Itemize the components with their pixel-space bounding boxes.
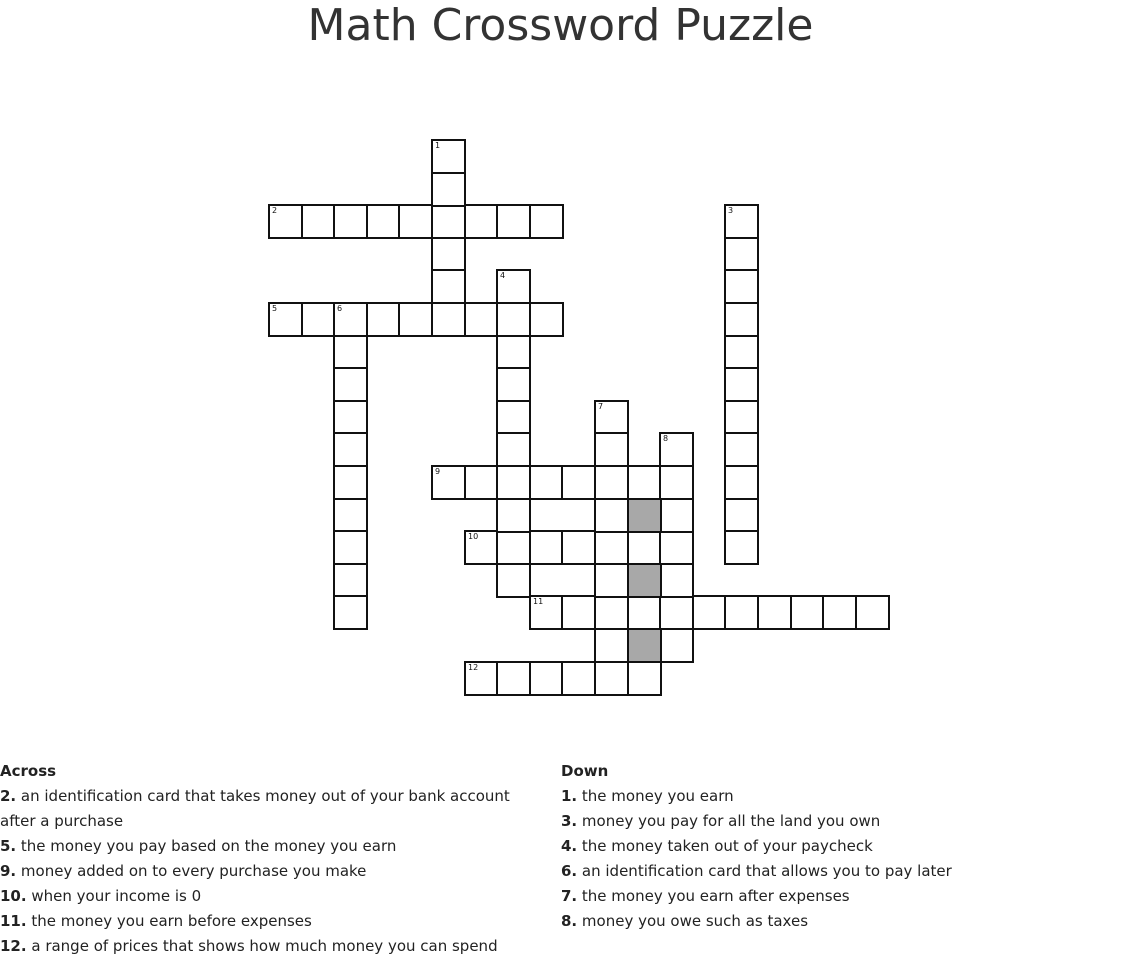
grid-cell[interactable] xyxy=(496,465,531,500)
clue-across-11 xyxy=(0,909,545,934)
clue-down-6 xyxy=(561,859,1106,884)
clue-number: 2. xyxy=(0,787,17,805)
clue-text: when your income is 0 xyxy=(31,887,202,905)
grid-cell[interactable] xyxy=(496,204,531,239)
grid-cell[interactable] xyxy=(724,237,759,272)
grid-cell[interactable] xyxy=(464,204,499,239)
cell-number: 10 xyxy=(468,532,479,541)
grid-cell[interactable] xyxy=(659,628,694,663)
grid-cell[interactable] xyxy=(724,204,759,239)
grid-cell[interactable] xyxy=(627,465,662,500)
grid-cell[interactable] xyxy=(692,595,727,630)
grid-cell[interactable] xyxy=(724,367,759,402)
grid-cell[interactable] xyxy=(627,661,662,696)
page-title: Math Crossword Puzzle xyxy=(307,0,814,51)
shaded-cell xyxy=(627,628,662,663)
clue-number: 1. xyxy=(561,787,578,805)
grid-cell[interactable] xyxy=(464,661,499,696)
grid-cell[interactable] xyxy=(659,498,694,533)
grid-cell[interactable] xyxy=(561,465,596,500)
clue-across-12 xyxy=(0,934,545,959)
grid-cell[interactable] xyxy=(724,595,759,630)
grid-cell[interactable] xyxy=(594,498,629,533)
grid-cell[interactable] xyxy=(301,302,336,337)
clue-text: an identification card that allows you to pay later xyxy=(581,862,952,880)
grid-cell[interactable] xyxy=(333,204,368,239)
clue-text: money added on to every purchase you make xyxy=(20,862,367,880)
grid-cell[interactable] xyxy=(496,335,531,370)
grid-cell[interactable] xyxy=(464,465,499,500)
clue-number: 9. xyxy=(0,862,17,880)
across-clues xyxy=(0,759,545,959)
grid-cell[interactable] xyxy=(496,563,531,598)
grid-cell[interactable] xyxy=(724,530,759,565)
grid-cell[interactable] xyxy=(333,432,368,467)
grid-cell[interactable] xyxy=(431,139,466,174)
cell-number: 1 xyxy=(435,141,441,150)
shaded-cell xyxy=(627,563,662,598)
across-heading: Across xyxy=(0,762,57,780)
clue-text: money you owe such as taxes xyxy=(581,912,809,930)
cell-number: 6 xyxy=(337,304,343,313)
grid-cell[interactable] xyxy=(659,432,694,467)
grid-cell[interactable] xyxy=(594,563,629,598)
grid-cell[interactable] xyxy=(333,530,368,565)
grid-cell[interactable] xyxy=(659,595,694,630)
grid-cell[interactable] xyxy=(333,400,368,435)
grid-cell[interactable] xyxy=(529,302,564,337)
grid-cell[interactable] xyxy=(790,595,825,630)
grid-cell[interactable] xyxy=(431,302,466,337)
down-heading: Down xyxy=(561,762,609,780)
clue-number: 12. xyxy=(0,937,27,955)
cell-number: 4 xyxy=(500,271,506,280)
cell-number: 9 xyxy=(435,467,441,476)
grid-cell[interactable] xyxy=(496,400,531,435)
cell-number: 11 xyxy=(533,597,544,606)
grid-cell[interactable] xyxy=(398,302,433,337)
clue-number: 10. xyxy=(0,887,27,905)
grid-cell[interactable] xyxy=(594,432,629,467)
grid-cell[interactable] xyxy=(724,465,759,500)
grid-cell[interactable] xyxy=(496,302,531,337)
grid-cell[interactable] xyxy=(333,498,368,533)
grid-cell[interactable] xyxy=(366,302,401,337)
clue-text: the money you pay based on the money you earn xyxy=(20,837,397,855)
down-clues xyxy=(561,759,1106,934)
clue-text: the money you earn xyxy=(581,787,734,805)
grid-cell[interactable] xyxy=(464,302,499,337)
clue-across-10 xyxy=(0,884,545,909)
clue-number: 3. xyxy=(561,812,578,830)
grid-cell[interactable] xyxy=(464,530,499,565)
grid-cell[interactable] xyxy=(594,628,629,663)
grid-cell[interactable] xyxy=(561,595,596,630)
grid-cell[interactable] xyxy=(496,432,531,467)
grid-cell[interactable] xyxy=(724,269,759,304)
clue-down-3 xyxy=(561,809,1106,834)
grid-cell[interactable] xyxy=(724,302,759,337)
grid-cell[interactable] xyxy=(496,661,531,696)
grid-cell[interactable] xyxy=(724,400,759,435)
clue-text: a range of prices that shows how much money you can spend xyxy=(31,937,498,955)
grid-cell[interactable] xyxy=(431,465,466,500)
grid-cell[interactable] xyxy=(529,204,564,239)
cell-number: 5 xyxy=(272,304,278,313)
clue-number: 11. xyxy=(0,912,27,930)
cell-number: 8 xyxy=(663,434,669,443)
grid-cell[interactable] xyxy=(431,172,466,207)
grid-cell[interactable] xyxy=(529,595,564,630)
clue-text: the money taken out of your paycheck xyxy=(581,837,873,855)
clue-number: 4. xyxy=(561,837,578,855)
grid-cell[interactable] xyxy=(594,661,629,696)
grid-cell[interactable] xyxy=(529,465,564,500)
grid-cell[interactable] xyxy=(333,367,368,402)
grid-cell[interactable] xyxy=(366,204,401,239)
clue-text: money you pay for all the land you own xyxy=(581,812,881,830)
grid-cell[interactable] xyxy=(333,302,368,337)
grid-cell[interactable] xyxy=(496,367,531,402)
grid-cell[interactable] xyxy=(529,661,564,696)
grid-cell[interactable] xyxy=(431,204,466,239)
grid-cell[interactable] xyxy=(301,204,336,239)
grid-cell[interactable] xyxy=(822,595,857,630)
clue-text: the money you earn after expenses xyxy=(581,887,850,905)
clue-number: 5. xyxy=(0,837,17,855)
grid-cell[interactable] xyxy=(333,563,368,598)
grid-cell[interactable] xyxy=(496,498,531,533)
clue-down-8 xyxy=(561,909,1106,934)
clue-number: 6. xyxy=(561,862,578,880)
grid-cell[interactable] xyxy=(431,237,466,272)
clue-number: 8. xyxy=(561,912,578,930)
clue-text: an identification card that takes money out of your bank account after a purchase xyxy=(0,787,510,830)
grid-cell[interactable] xyxy=(627,530,662,565)
clue-number: 7. xyxy=(561,887,578,905)
grid-cell[interactable] xyxy=(561,661,596,696)
grid-cell[interactable] xyxy=(333,335,368,370)
grid-cell[interactable] xyxy=(496,530,531,565)
clue-down-1 xyxy=(561,784,1106,809)
grid-cell[interactable] xyxy=(659,563,694,598)
grid-cell[interactable] xyxy=(268,204,303,239)
grid-cell[interactable] xyxy=(855,595,890,630)
grid-cell[interactable] xyxy=(398,204,433,239)
clue-down-7 xyxy=(561,884,1106,909)
clue-down-4 xyxy=(561,834,1106,859)
cell-number: 2 xyxy=(272,206,278,215)
grid-cell[interactable] xyxy=(724,335,759,370)
grid-cell[interactable] xyxy=(659,465,694,500)
grid-cell[interactable] xyxy=(724,498,759,533)
grid-cell[interactable] xyxy=(561,530,596,565)
grid-cell[interactable] xyxy=(268,302,303,337)
grid-cell[interactable] xyxy=(594,530,629,565)
grid-cell[interactable] xyxy=(529,530,564,565)
grid-cell[interactable] xyxy=(594,595,629,630)
cell-number: 12 xyxy=(468,663,479,672)
grid-cell[interactable] xyxy=(496,269,531,304)
shaded-cell xyxy=(627,498,662,533)
grid-cell[interactable] xyxy=(594,465,629,500)
clue-across-5 xyxy=(0,834,545,859)
grid-cell[interactable] xyxy=(627,595,662,630)
grid-cell[interactable] xyxy=(724,432,759,467)
grid-cell[interactable] xyxy=(333,465,368,500)
clue-across-9 xyxy=(0,859,545,884)
grid-cell[interactable] xyxy=(431,269,466,304)
clue-across-2 xyxy=(0,784,545,834)
cell-number: 3 xyxy=(728,206,734,215)
grid-cell[interactable] xyxy=(757,595,792,630)
grid-cell[interactable] xyxy=(333,595,368,630)
clue-text: the money you earn before expenses xyxy=(31,912,312,930)
grid-cell[interactable] xyxy=(594,400,629,435)
grid-cell[interactable] xyxy=(659,530,694,565)
cell-number: 7 xyxy=(598,402,604,411)
